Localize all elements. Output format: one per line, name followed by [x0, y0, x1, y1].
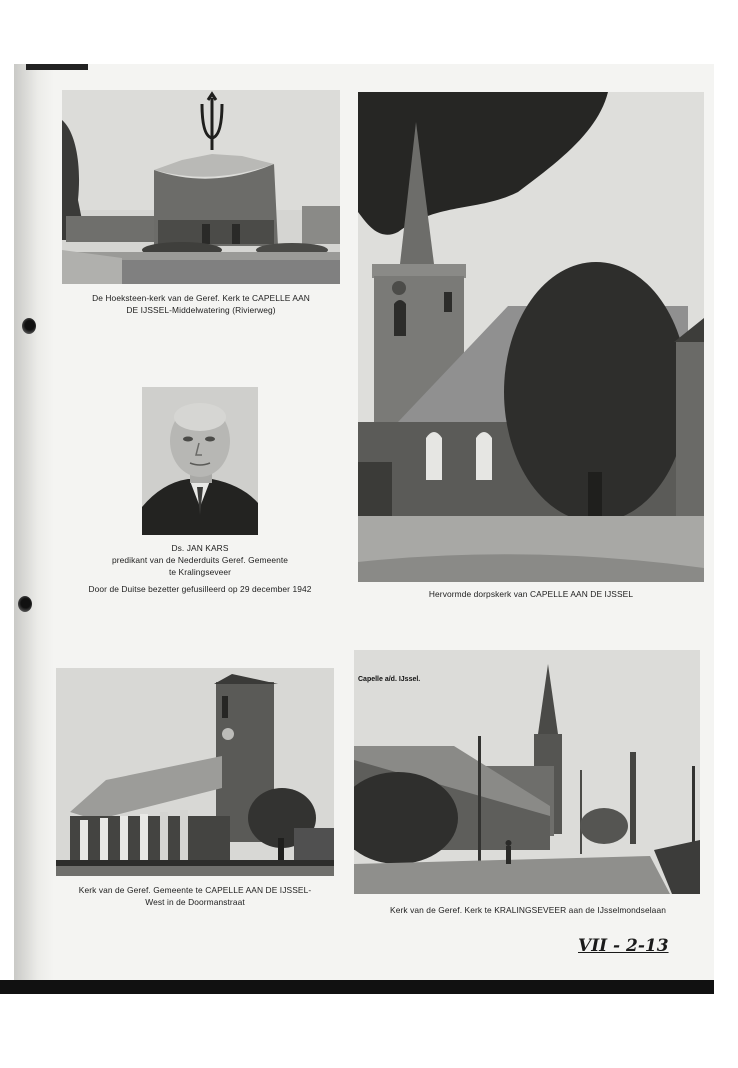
caption-line: Ds. JAN KARS — [171, 543, 229, 553]
caption-line: DE IJSSEL-Middelwatering (Rivierweg) — [126, 305, 276, 315]
caption-hervormde-dorpskerk — [358, 588, 704, 600]
page-top-edge — [26, 64, 88, 70]
caption-geref-gemeente-west — [50, 884, 340, 908]
punch-hole-lower — [18, 596, 32, 612]
caption-line: predikant van de Nederduits Geref. Gemeente — [111, 555, 289, 565]
caption-line: Kerk van de Geref. Kerk te KRALINGSEVEER aan de IJsselmondselaan — [390, 905, 666, 915]
photo-kerk-kralingseveer — [354, 650, 700, 894]
caption-jan-kars — [60, 542, 340, 595]
caption-kerk-kralingseveer — [348, 904, 708, 916]
photo-hervormde-dorpskerk — [358, 92, 704, 582]
photo-portrait-jan-kars — [142, 387, 258, 535]
caption-hoeksteen-kerk — [62, 292, 340, 316]
caption-line: Door de Duitse bezetter gefusilleerd op 29 december 1942 — [88, 584, 312, 594]
caption-line: Hervormde dorpskerk van CAPELLE AAN DE IJSSEL — [428, 589, 634, 599]
caption-line: De Hoeksteen-kerk van de Geref. Kerk te CAPELLE AAN — [92, 293, 310, 303]
photo-hoeksteen-kerk — [62, 90, 340, 284]
caption-line: Kerk van de Geref. Gemeente te CAPELLE AAN DE IJSSEL- — [78, 885, 312, 895]
page-bottom-edge — [0, 980, 714, 994]
caption-line: West in de Doormanstraat — [145, 897, 245, 907]
photo-geref-gemeente-west — [56, 668, 334, 876]
caption-line: te Kralingseveer — [168, 567, 232, 577]
photo-label-capelle: Capelle a/d. IJssel. — [358, 676, 421, 683]
page-fold-shadow — [14, 64, 54, 984]
punch-hole-upper — [22, 318, 36, 334]
page-number: VII - 2-13 — [578, 936, 669, 956]
